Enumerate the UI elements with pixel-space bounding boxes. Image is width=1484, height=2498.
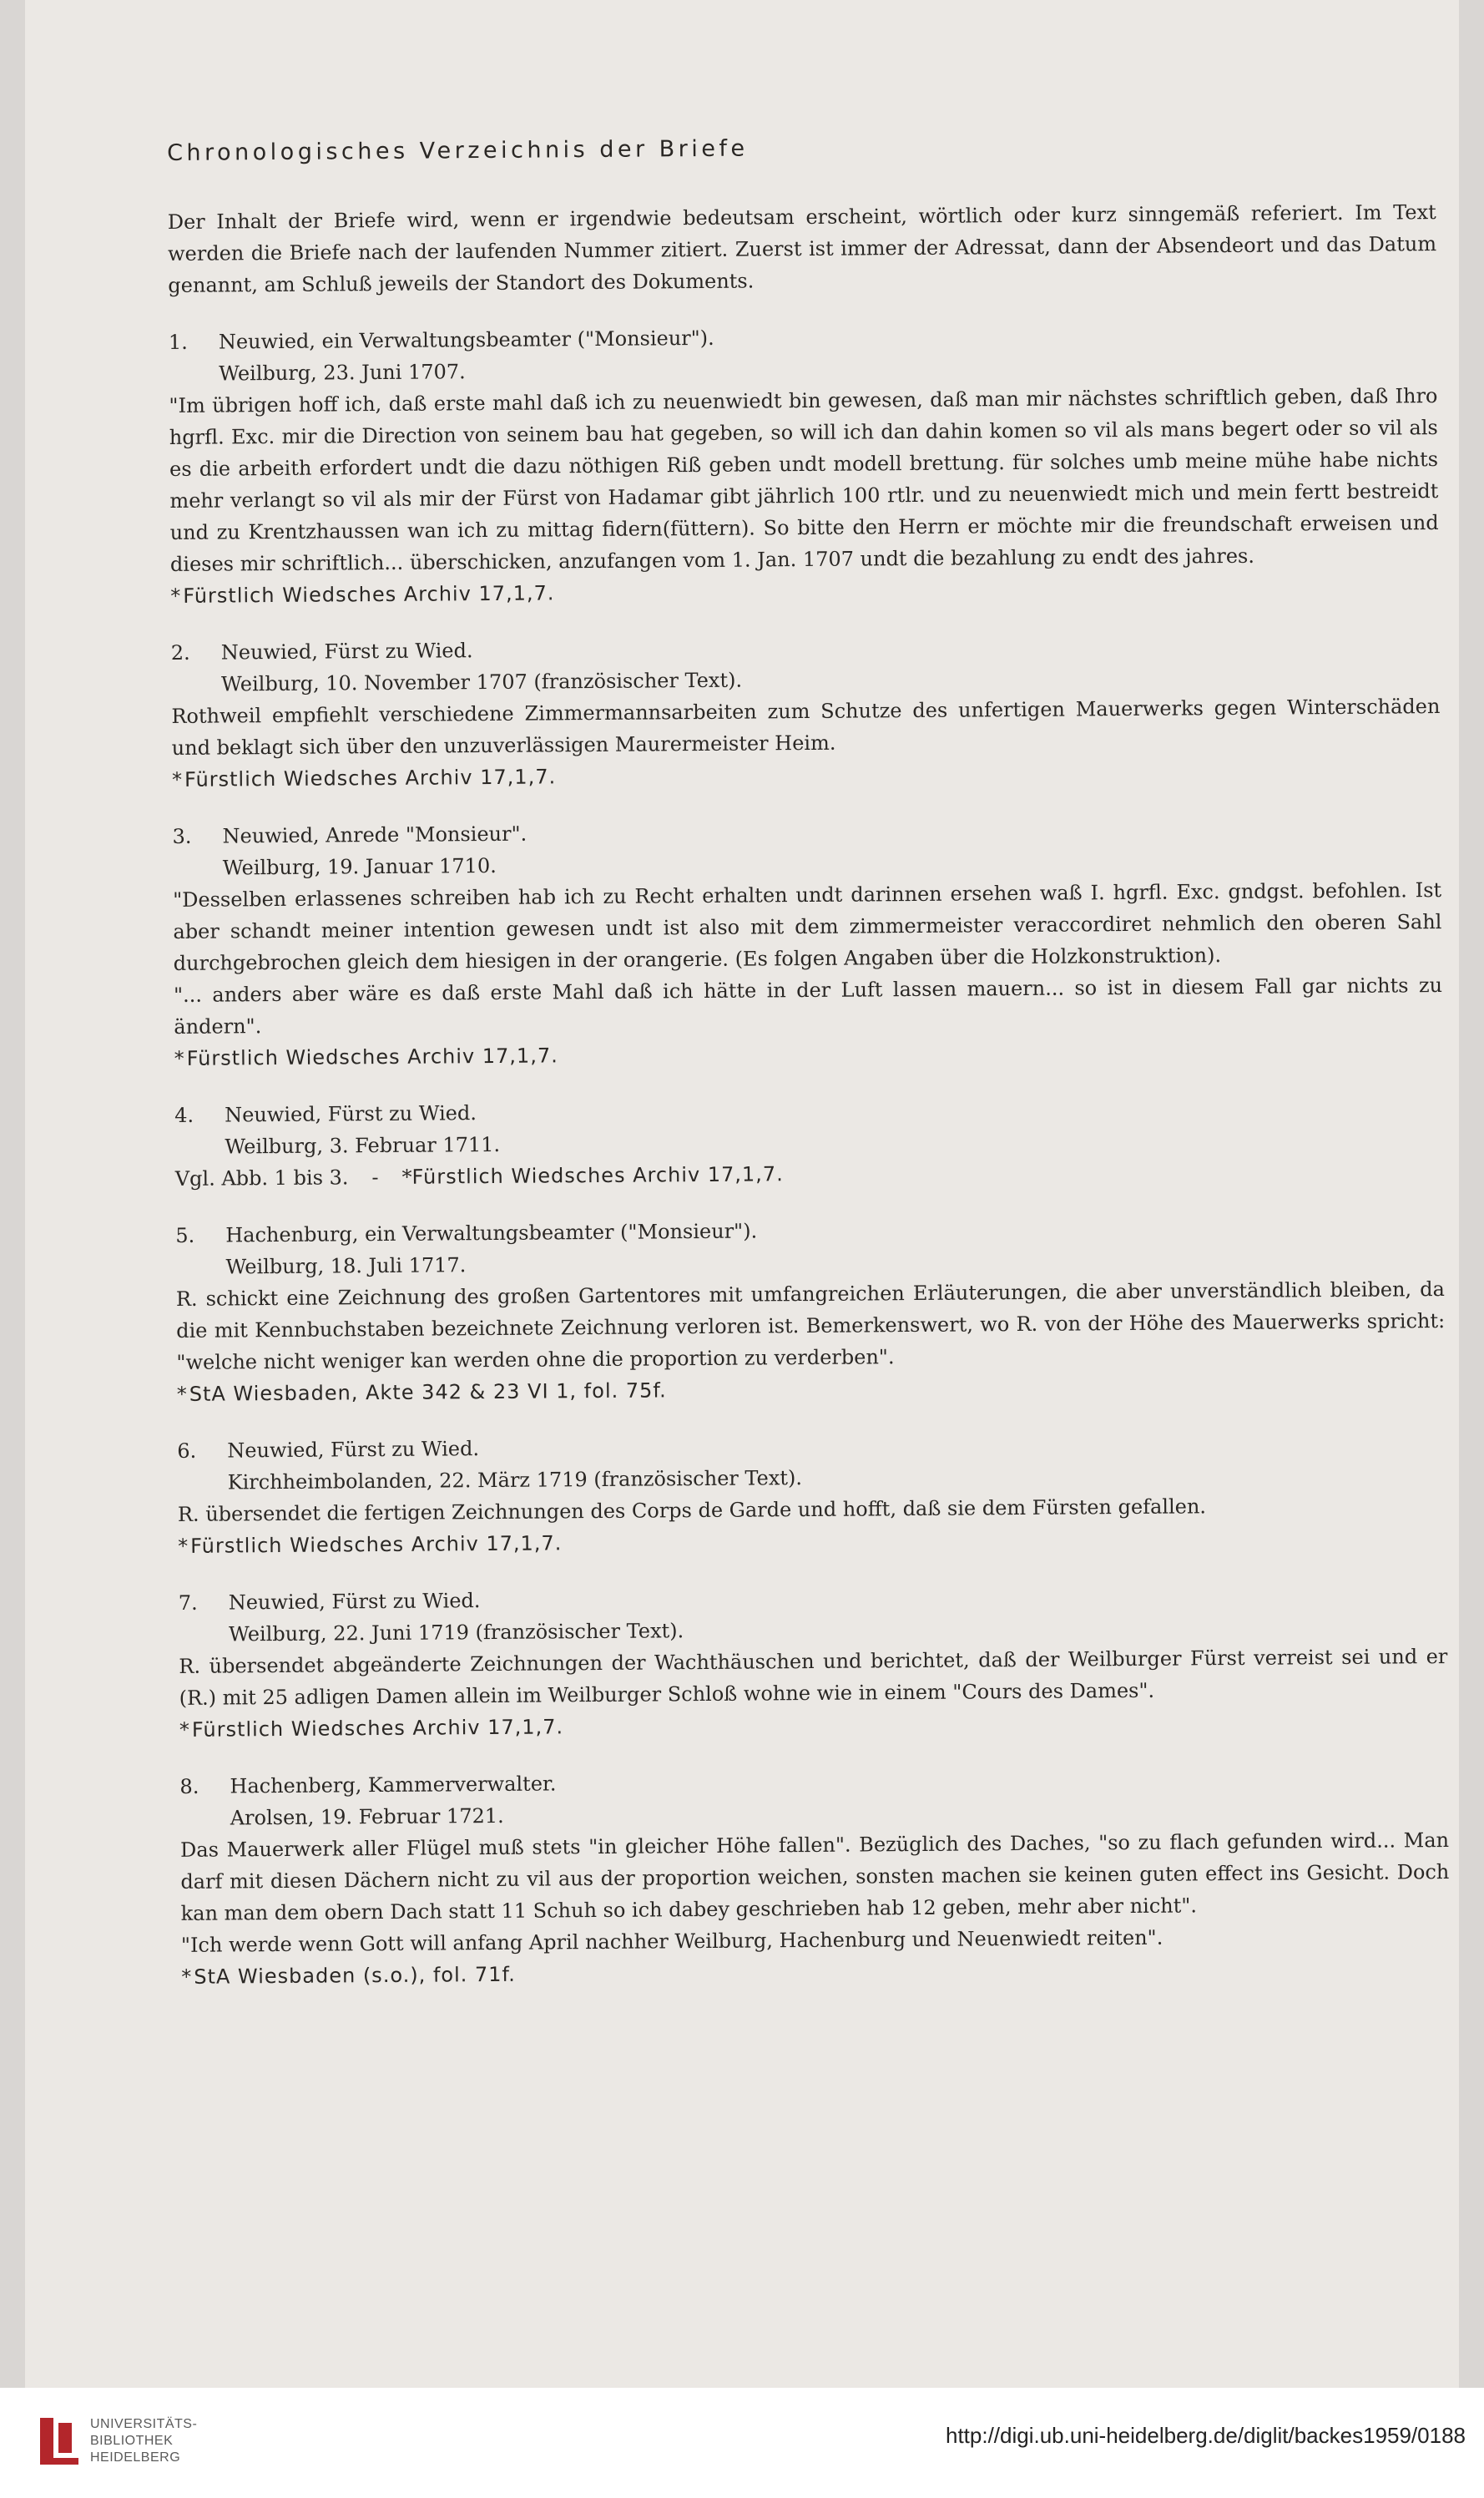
intro-paragraph	[168, 196, 1437, 301]
source-marker: *	[176, 1382, 188, 1406]
letter-source: Fürstlich Wiedsches Archiv 17,1,7.	[184, 765, 557, 791]
letter-summary: "Desselben erlassenes schreiben hab ich zu Recht erhalten undt darinnen ersehen waß I. hgrfl. Exc. gndgst. befohlen. Ist aber schandt meiner intention gewesen undt ist also mit dem zimmermeister veraccordiret nehmlich den oberen Sahl durchgebrochen gleich dem hiesigen in der orangerie. (Es folgen Angaben über die Holzkonstruktion).	[173, 878, 1442, 975]
letter-entry	[179, 1761, 1450, 1993]
document-page	[25, 0, 1459, 2388]
letter-addressee: Hachenberg, Kammerverwalter.	[230, 1772, 557, 1798]
source-marker: *	[181, 1965, 193, 1989]
source-marker: *	[171, 767, 184, 791]
source-marker: *	[178, 1534, 189, 1558]
letter-place-date: Weilburg, 18. Juli 1717.	[225, 1253, 467, 1279]
letter-addressee: Neuwied, Anrede "Monsieur".	[222, 822, 527, 848]
letter-source: Fürstlich Wiedsches Archiv 17,1,7.	[186, 1044, 558, 1070]
text-area	[167, 130, 1451, 2018]
letter-number: 4.	[174, 1103, 194, 1127]
letter-source: StA Wiesbaden (s.o.), fol. 71f.	[194, 1962, 516, 1989]
letter-summary: Rothweil empfiehlt verschiedene Zimmermannsarbeiten zum Schutze des unfertigen Mauerwerks gegen Winterschäden und beklagt sich über den unzuverlässigen Maurermeister Heim.	[171, 695, 1441, 760]
letter-addressee: Neuwied, ein Verwaltungsbeamter ("Monsieur").	[218, 326, 714, 354]
letter-source: Fürstlich Wiedsches Archiv 17,1,7.	[191, 1715, 564, 1742]
letter-entry	[172, 811, 1442, 1075]
letter-summary: R. übersendet abgeänderte Zeichnungen der Wachthäuschen und berichtet, daß der Weilburger Fürst verreist sei und er (R.) mit 25 adligen Damen allein im Weilburger Schloß wohne wie in einem "Cours des Dames".	[179, 1645, 1448, 1710]
letter-number: 7.	[178, 1590, 198, 1615]
letter-summary: Das Mauerwerk aller Flügel muß stets "in gleicher Höhe fallen". Bezüglich des Daches, "so zu flach gefunden wird... Man darf mit diesen Dächern nicht zu vil aus der proportion weichen, sonsten machen sie keinen guten effect ins Gesicht. Doch kan man dem obern Dach statt 11 Schuh so ich dabey geschrieben hab 12 geben, mehr aber nicht".	[179, 1828, 1450, 1925]
letter-source: Fürstlich Wiedsches Archiv 17,1,7.	[411, 1162, 784, 1189]
letter-number: 8.	[179, 1774, 199, 1798]
letter-entry	[177, 1425, 1446, 1562]
letter-addressee: Neuwied, Fürst zu Wied.	[225, 1101, 477, 1127]
letter-number: 1.	[168, 330, 188, 354]
letter-place-date: Weilburg, 3. Februar 1711.	[225, 1132, 501, 1159]
source-marker: *	[170, 584, 182, 608]
letter-source: Fürstlich Wiedsches Archiv 17,1,7.	[183, 581, 555, 608]
letter-number: 3.	[172, 824, 192, 848]
letter-summary: R. übersendet die fertigen Zeichnungen des Corps de Garde und hofft, daß sie dem Fürsten gefallen.	[177, 1494, 1207, 1526]
letter-number: 5.	[175, 1223, 195, 1247]
library-name-line: BIBLIOTHEK	[90, 2434, 174, 2448]
source-url-link[interactable]: http://digi.ub.uni-heidelberg.de/diglit/backes1959/0188	[945, 2423, 1466, 2448]
letter-addressee: Neuwied, Fürst zu Wied.	[227, 1437, 480, 1463]
library-name-line: HEIDELBERG	[90, 2450, 181, 2465]
letter-summary: "... anders aber wäre es daß erste Mahl daß ich hätte in der Luft lassen mauern... so ist in diesem Fall gar nichts zu ändern".	[173, 973, 1443, 1039]
letter-place-date: Arolsen, 19. Februar 1721.	[230, 1803, 504, 1830]
letter-summary: "Im übrigen hoff ich, daß erste mahl daß ich zu neuenwiedt bin gewesen, daß man mir nächstes schriftlich geben, daß Ihro hgrfl. Exc. mir die Direction von seinem bau hat gegeben, so will ich dan dahin komen so vil als mans begert oder so vil als es die arbeith erfordert undt die dazu nöthigen Riß geben undt modell brettung. für solches umb meine mühe habe nichts mehr verlangt so vil als mir der Fürst von Hadamar gibt jährlich 100 rtlr. und zu neuenwiedt mich und mein fertt bestreidt und zu Krentzhaussen wan ich zu mittag fidern(füttern). So bitte den Herrn er möchte mir die freundschaft erweisen und dieses mir schriftlich... überschicken, anzufangen vom 1. Jan. 1707 undt die bezahlung zu endt des jahres.	[169, 384, 1439, 576]
library-name	[90, 2416, 197, 2466]
letter-place-date: Weilburg, 22. Juni 1719 (französischer Text).	[228, 1619, 684, 1646]
letter-summary: R. schickt eine Zeichnung des großen Gartentores mit umfangreichen Erläuterungen, die aber unverständlich bleiben, da die mit Kennbuchstaben bezeichnete Zeichnung verloren ist. Bemerkenswert, wo R. von der Höhe des Mauerwerks spricht: "welche nicht weniger kan werden ohne die proportion zu verderben".	[175, 1277, 1446, 1374]
letter-addressee: Neuwied, Fürst zu Wied.	[220, 639, 473, 665]
footer-bar	[0, 2388, 1484, 2498]
letter-place-date: Weilburg, 19. Januar 1710.	[222, 853, 497, 880]
library-logo-icon	[35, 2415, 83, 2468]
letter-number: 6.	[177, 1439, 197, 1463]
letter-list	[169, 316, 1451, 1993]
library-name-line: UNIVERSITÄTS-	[90, 2417, 198, 2431]
letter-summary: "Ich werde wenn Gott will anfang April nachher Weilburg, Hachenburg und Neuenwiedt reiten".	[180, 1925, 1163, 1957]
intro-text: Der Inhalt der Briefe wird, wenn er irgendwie bedeutsam erscheint, wörtlich oder kurz sinngemäß referiert. Im Text werden die Briefe nach der laufenden Nummer zitiert. Zuerst ist immer der Adressat, dann der Absendeort und das Datum genannt, am Schluß jeweils der Standort des Dokuments.	[167, 200, 1437, 297]
letter-entry	[174, 1090, 1444, 1195]
figure-reference: Vgl. Abb. 1 bis 3.	[174, 1166, 349, 1191]
letter-source: Fürstlich Wiedsches Archiv 17,1,7.	[190, 1531, 563, 1558]
letter-place-date: Weilburg, 23. Juni 1707.	[219, 360, 466, 386]
letter-entry	[179, 1577, 1448, 1746]
letter-source: StA Wiesbaden, Akte 342 & 23 VI 1, fol. 75f.	[189, 1378, 667, 1406]
source-marker: *	[174, 1046, 185, 1070]
source-marker: *	[179, 1717, 191, 1742]
page-heading: Chronologisches Verzeichnis der Briefe	[167, 135, 749, 166]
letter-entry	[175, 1210, 1446, 1410]
letter-entry	[171, 627, 1441, 796]
letter-number: 2.	[170, 640, 190, 665]
letter-entry	[169, 316, 1440, 612]
separator-dash: -	[371, 1166, 379, 1190]
letter-addressee: Hachenburg, ein Verwaltungsbeamter ("Monsieur").	[225, 1219, 758, 1247]
letter-place-date: Weilburg, 10. November 1707 (französischer Text).	[221, 668, 743, 696]
letter-addressee: Neuwied, Fürst zu Wied.	[228, 1589, 481, 1615]
letter-place-date: Kirchheimbolanden, 22. März 1719 (französischer Text).	[227, 1466, 803, 1494]
source-marker: *	[401, 1165, 412, 1189]
